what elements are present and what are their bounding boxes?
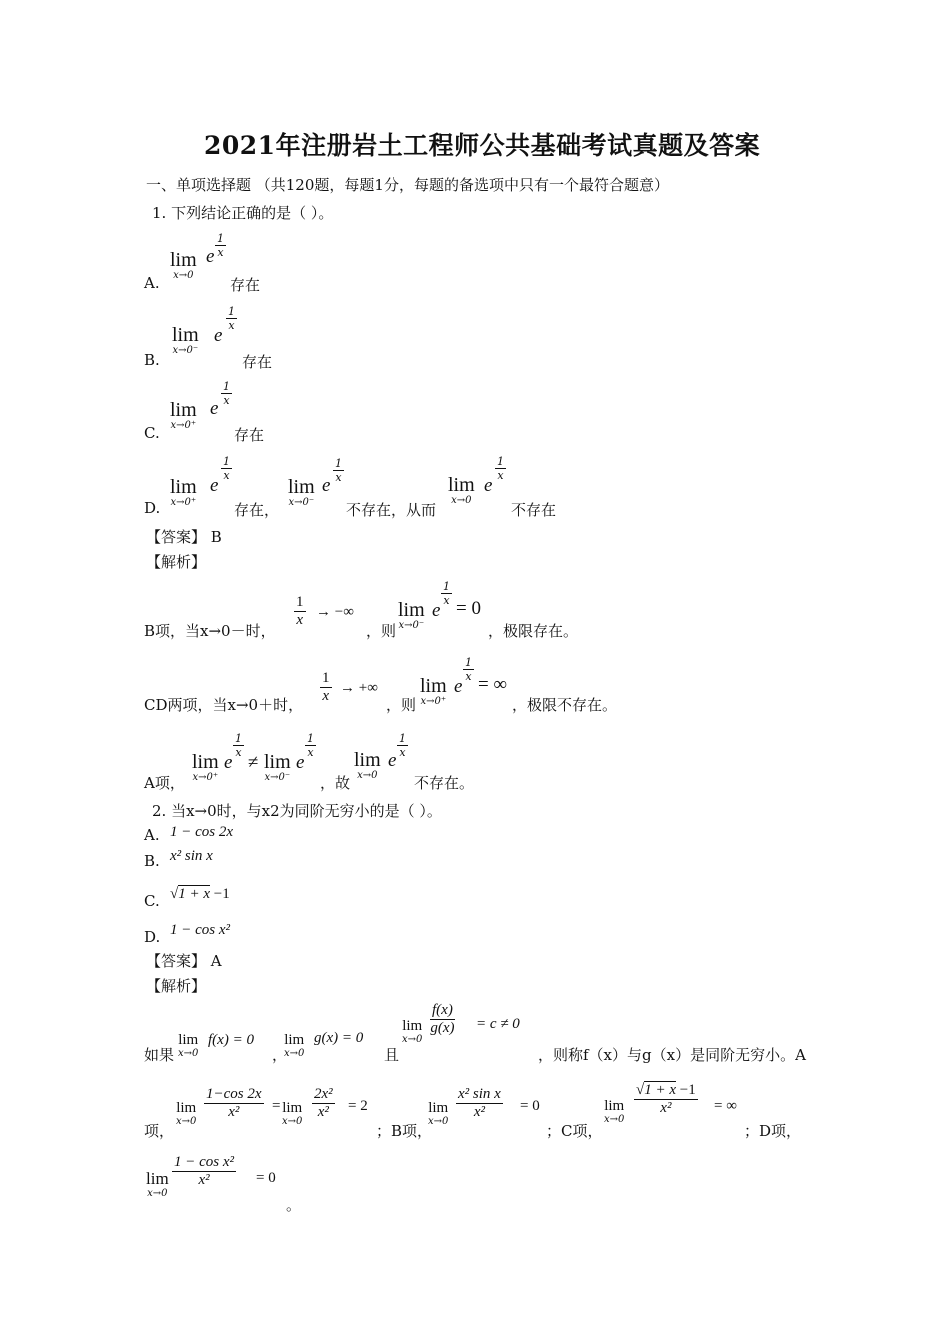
q1-option-a[interactable] [144, 232, 444, 292]
option-text: 存在 [230, 276, 261, 294]
q2-answer: 【答案】 A [146, 952, 222, 970]
q1-option-c[interactable] [144, 380, 444, 442]
q1-analysis-heading: 【解析】 [146, 553, 207, 571]
option-label: C. [144, 424, 160, 442]
q1-stem: 1. 下列结论正确的是（ ）。 [152, 204, 334, 222]
limit-expression: lim x→0⁻ [264, 751, 291, 783]
limit-expression: lim x→0⁺ [170, 399, 197, 431]
limit-expression: lim x→0 [170, 249, 197, 281]
limit-expression-3: lim x→0 [448, 474, 475, 506]
limit-expression: lim x→0⁻ [172, 324, 199, 356]
option-text: 存在 [242, 353, 273, 371]
exp-fraction: $\frac{1}{x}$ [217, 232, 224, 259]
q2-analysis-heading: 【解析】 [146, 977, 207, 995]
q1-analysis-b: B项，当x→0－时， $\frac{1}{x}$ → −∞ ，则 lim x→0⁻ e $\frac{1}{x}$ = 0 ，极限存在。 [144, 580, 579, 640]
limit-expression: lim x→0⁺ [420, 675, 447, 707]
q2-option-d[interactable]: D. 1 − cos x² [144, 922, 231, 946]
q2-option-c[interactable]: C. √1 + x −1 [144, 886, 230, 910]
limit-expression: lim x→0⁺ [192, 751, 219, 783]
q2-computation-d: lim x→0 $\frac{\text{1 − cos x²}}{\text{x²}}$ = 0 。 [146, 1154, 302, 1214]
exp-base: e [210, 398, 219, 419]
limit-expression-2: lim x→0⁻ [288, 476, 315, 508]
q2-definition: 如果 lim x→0 f(x) = 0 ， lim x→0 g(x) = 0 且 lim x→0 $\frac{f(x)}{g(x)}$ = c ≠ 0 ，则称f（x）与g（x）是同阶无穷小。A [144, 1002, 806, 1064]
page-title: 2021年注册岩土工程师公共基础考试真题及答案 [204, 131, 761, 160]
q2-computation: 项， lim x→0 $\frac{1-\cos 2x}{\text{x²}}$ = lim x→0 $\frac{\text{2x²}}{\text{x²}}$ = 2 ；B项， lim x→0 $\frac{\text{x² sin x}}{\text{x²}}$ = 0 ；C项， lim x→0 $\frac{√1 + x -1}{\text{x²}}$ = ∞ ；D项， [144, 1082, 802, 1140]
option-label: A. [144, 274, 160, 292]
option-label: B. [144, 351, 160, 369]
limit-expression: lim x→0⁻ [398, 599, 425, 631]
exp-base: e [214, 325, 223, 346]
q2-stem: 2. 当x→0时，与x2为同阶无穷小的是（ ）。 [152, 802, 442, 820]
exp-fraction: $\frac{1}{x}$ [223, 455, 230, 482]
q1-option-d[interactable] [144, 455, 594, 519]
option-text: 存在 [234, 426, 265, 444]
fraction-1-over-x: $\frac{1}{x}$ [296, 594, 304, 628]
section-heading: 一、单项选择题 （共120题，每题1分，每题的备选项中只有一个最符合题意） [146, 176, 669, 194]
option-label: D. [144, 499, 161, 517]
limit-expression-1: lim x→0⁺ [170, 476, 197, 508]
exp-base: e [210, 475, 219, 496]
q2-option-a[interactable]: A. 1 − cos 2x [144, 824, 234, 844]
q1-option-b[interactable] [144, 305, 444, 369]
option-text-3: 不存在 [511, 501, 557, 519]
q1-analysis-a: A项， lim x→0⁺ e $\frac{1}{x}$ ≠ lim x→0⁻ e $\frac{1}{x}$ ，故 lim x→0 e $\frac{1}{x}$ 不存在。 [144, 732, 475, 792]
exp-fraction: $\frac{1}{x}$ [335, 457, 342, 484]
exp-base: e [322, 475, 331, 496]
option-text-2: 不存在，从而 [346, 501, 437, 519]
exp-fraction: $\frac{1}{x}$ [228, 305, 235, 332]
exp-base: e [206, 246, 215, 267]
option-text-1: 存在， [234, 501, 280, 519]
q2-option-b[interactable]: B. x² sin x [144, 848, 213, 870]
exp-fraction: $\frac{1}{x}$ [223, 380, 230, 407]
exp-fraction: $\frac{1}{x}$ [497, 455, 504, 482]
fraction-1-over-x: $\frac{1}{x}$ [322, 670, 330, 704]
limit-expression: lim x→0 [354, 749, 381, 781]
exp-base: e [484, 475, 493, 496]
q1-analysis-cd: CD两项，当x→0＋时， $\frac{1}{x}$ → +∞ ，则 lim x→0⁺ e $\frac{1}{x}$ = ∞ ，极限不存在。 [144, 656, 618, 714]
q1-answer: 【答案】 B [146, 528, 222, 546]
